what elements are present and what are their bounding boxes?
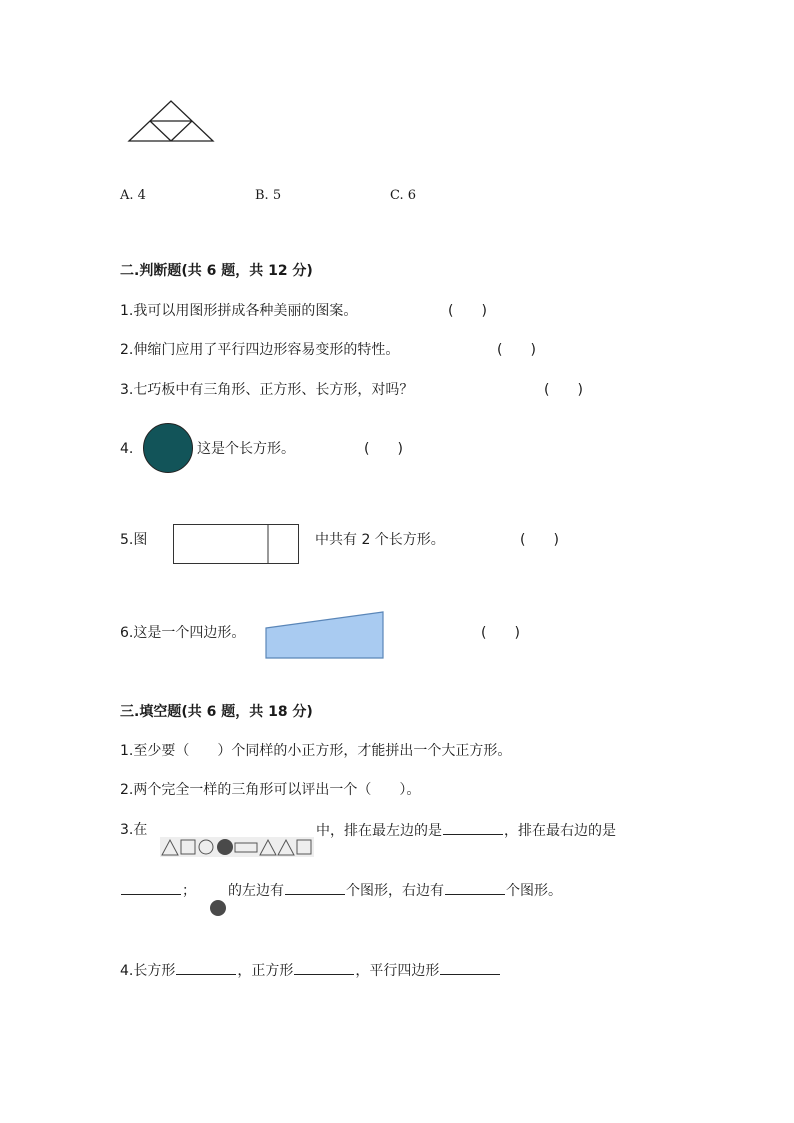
fill-q3-blank-left-count[interactable] (285, 880, 345, 895)
judgement-q4-answer[interactable]: ( ) (364, 441, 403, 457)
fill-q3-line2-b: 个图形，右边有 (346, 883, 444, 899)
judgement-q1-text: 1.我可以用图形拼成各种美丽的图案。 (120, 303, 358, 319)
option-b[interactable]: B. 5 (255, 188, 282, 203)
triangle-subdivided-icon (128, 100, 214, 142)
judgement-q6-text: 6.这是一个四边形。 (120, 625, 246, 641)
fill-q4-a: 4.长方形 (120, 963, 176, 979)
option-c[interactable]: C. 6 (390, 188, 417, 203)
fill-q3-line2-a: 的左边有 (228, 883, 284, 899)
fill-q4-line (120, 960, 501, 981)
fill-q3-pre: 3.在 (120, 822, 148, 838)
fill-q3-line2-start (120, 880, 196, 901)
teal-circle-icon (142, 422, 194, 474)
judgement-q3-answer[interactable]: ( ) (544, 382, 583, 398)
fill-q3-line2-rest (228, 880, 562, 901)
fill-q3-mid: 中，排在最左边的是 (316, 823, 442, 839)
section-heading-fill-in: 三.填空题(共 6 题，共 18 分) (120, 704, 313, 720)
fill-q1-text: 1.至少要（ ）个同样的小正方形，才能拼出一个大正方形。 (120, 743, 512, 759)
blue-quadrilateral-icon (265, 611, 385, 660)
judgement-q5-post: 中共有 2 个长方形。 (315, 532, 445, 548)
fill-q3-line2-c: 个图形。 (506, 883, 562, 899)
rectangle-divided-icon (173, 524, 300, 565)
fill-q3-blank-rightmost[interactable] (121, 880, 181, 895)
fill-q3-sep: ； (182, 883, 196, 899)
judgement-q3-text: 3.七巧板中有三角形、正方形、长方形，对吗？ (120, 382, 414, 398)
shape-sequence-icon (160, 837, 314, 857)
section-heading-judgement: 二.判断题(共 6 题，共 12 分) (120, 263, 313, 279)
judgement-q1-answer[interactable]: ( ) (448, 303, 487, 319)
judgement-q2-text: 2.伸缩门应用了平行四边形容易变形的特性。 (120, 342, 400, 358)
judgement-q2-answer[interactable]: ( ) (497, 342, 536, 358)
option-a[interactable]: A. 4 (120, 188, 146, 203)
fill-q4-b: ，正方形 (237, 963, 294, 979)
fill-q4-blank-parallelogram[interactable] (440, 960, 500, 975)
judgement-q5-pre: 5.图 (120, 532, 148, 548)
fill-q2-text: 2.两个完全一样的三角形可以评出一个（ ）。 (120, 782, 421, 798)
judgement-q4-text: 这是个长方形。 (197, 441, 295, 457)
dark-dot-icon (208, 898, 228, 918)
fill-q3-blank-leftmost[interactable] (443, 820, 503, 835)
fill-q4-blank-square[interactable] (294, 960, 354, 975)
fill-q4-c: ，平行四边形 (355, 963, 440, 979)
judgement-q5-answer[interactable]: ( ) (520, 532, 559, 548)
fill-q4-blank-rectangle[interactable] (176, 960, 236, 975)
fill-q3-mid2: ，排在最右边的是 (504, 823, 616, 839)
judgement-q6-answer[interactable]: ( ) (481, 625, 520, 641)
fill-q3-line1 (316, 820, 616, 841)
fill-q3-blank-right-count[interactable] (445, 880, 505, 895)
judgement-q4-number: 4. (120, 441, 134, 457)
